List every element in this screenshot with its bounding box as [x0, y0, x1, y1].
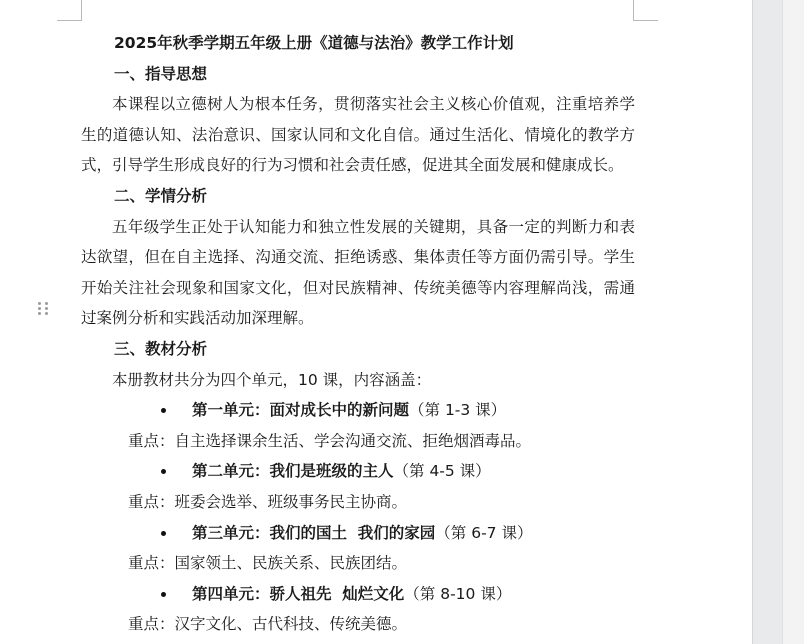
unit-lessons: （第 8-10 课） — [404, 584, 512, 603]
unit-list-item — [81, 579, 637, 610]
unit-list-item — [81, 456, 637, 487]
section-heading: 三、教材分析 — [114, 339, 208, 358]
paragraph-line: 式，引导学生形成良好的行为习惯和社会责任感，促进其全面发展和健康成长。 — [81, 156, 624, 175]
unit-lessons: （第 6-7 课） — [435, 523, 533, 542]
paragraph-line: 生的道德认知、法治意识、国家认同和文化自信。通过生活化、情境化的教学方 — [81, 125, 635, 144]
margin-corner-mark-left — [57, 0, 82, 21]
unit-focus: 重点：国家领土、民族关系、民族团结。 — [128, 554, 408, 573]
section-heading: 二、学情分析 — [114, 186, 208, 205]
paragraph-line: 本课程以立德树人为根本任务，贯彻落实社会主义核心价值观，注重培养学 — [112, 95, 635, 114]
paragraph-line: 本册教材共分为四个单元，10 课，内容涵盖： — [112, 370, 432, 389]
paragraph-line: 五年级学生正处于认知能力和独立性发展的关键期，具备一定的判断力和表 — [112, 217, 635, 236]
unit-lessons: （第 4-5 课） — [393, 462, 491, 481]
section-heading: 一、指导思想 — [114, 64, 208, 83]
margin-corner-mark-right — [633, 0, 658, 21]
unit-title: 第三单元：我们的国土 我们的家园 — [192, 523, 436, 542]
page-side-gutter — [752, 0, 783, 644]
bullet-icon — [161, 531, 166, 536]
unit-focus: 重点：班委会选举、班级事务民主协商。 — [128, 492, 408, 511]
paragraph-line: 开始关注社会现象和国家文化，但对民族精神、传统美德等内容理解尚浅，需通 — [81, 278, 635, 297]
paragraph-drag-handle-icon[interactable] — [38, 302, 50, 318]
unit-list-item — [81, 518, 637, 549]
unit-title: 第四单元：骄人祖先 灿烂文化 — [192, 584, 405, 603]
paragraph-line: 达欲望，但在自主选择、沟通交流、拒绝诱惑、集体责任等方面仍需引导。学生 — [81, 248, 635, 267]
bullet-icon — [161, 592, 166, 597]
unit-focus: 重点：自主选择课余生活、学会沟通交流、拒绝烟酒毒品。 — [128, 431, 532, 450]
unit-title: 第二单元：我们是班级的主人 — [192, 462, 394, 481]
unit-focus: 重点：汉字文化、古代科技、传统美德。 — [128, 615, 408, 634]
unit-lessons: （第 1-3 课） — [409, 401, 507, 420]
document-body[interactable] — [81, 28, 637, 640]
unit-list-item — [81, 395, 637, 426]
document-title: 2025年秋季学期五年级上册《道德与法治》教学工作计划 — [114, 34, 514, 52]
unit-title: 第一单元：面对成长中的新问题 — [192, 401, 410, 420]
vertical-scrollbar[interactable] — [782, 0, 804, 644]
paragraph-line: 过案例分析和实践活动加深理解。 — [81, 309, 314, 328]
